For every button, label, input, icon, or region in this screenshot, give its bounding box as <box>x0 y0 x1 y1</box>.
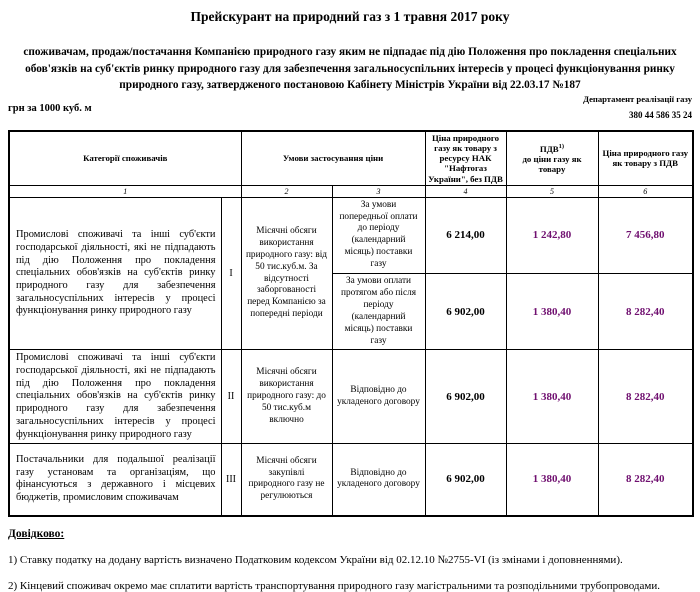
price-vat-header-cell: Ціна природного газу як товару з ПДВ <box>598 131 693 185</box>
department-phone: 380 44 586 35 24 <box>629 109 692 120</box>
price-vat-cell: 8 282,40 <box>598 444 693 516</box>
price-novat-cell: 6 902,00 <box>425 444 506 516</box>
column-number: 5 <box>506 185 598 197</box>
price-vat-cell: 8 282,40 <box>598 274 693 350</box>
payment-condition-cell: За умови попередньої оплати до періоду (календарний місяць) поставки газу <box>332 197 425 273</box>
intro-paragraph: споживачам, продаж/постачання Компанією природного газу яким не підпадає під дію Положення про покладення спеціальних обов'язків на суб'єктів ринку природного газу для забезпечення загальносуспільних інтересів у процесі функціонування ринку природного газу, затвердженого постановою Кабінету Міністрів України від 22.03.17 №187 <box>23 46 677 92</box>
column-number: 6 <box>598 185 693 197</box>
price-vat-cell: 7 456,80 <box>598 197 693 273</box>
footnote-2: 2) Кінцевий споживач окремо має сплатити вартість транспортування природного газу магістральними та розподільними трубопроводами. <box>8 579 660 592</box>
column-number: 3 <box>332 185 425 197</box>
volume-condition-cell: Місячні обсяги закупівлі природного газу не регулюються <box>241 444 332 516</box>
vat-header-label: ПДВ <box>539 143 559 154</box>
column-numbers-row <box>9 185 693 197</box>
footnotes-heading: Довідково: <box>8 527 65 540</box>
category-cell: Постачальники для подальшої реалізації газу установам та організаціям, що фінансуються з державного і місцевих бюджетів, промисловим споживачам <box>9 444 221 516</box>
table-header-row <box>9 131 693 185</box>
vat-header-sub: до ціни газу як товару <box>522 153 582 174</box>
table-row-2 <box>9 350 693 444</box>
footnotes-section <box>8 528 692 592</box>
table-row-1-sub-1 <box>9 197 693 273</box>
column-number: 1 <box>9 185 241 197</box>
category-cell: Промислові споживачі та інші суб'єкти господарської діяльності, які не підпадають під дію Положення про покладення спеціальних обов'язків на суб'єктів ринку природного газу для забезпечення загальносуспільних інтересів у процесі функціонування ринку природного газу <box>9 197 221 350</box>
unit-label: грн за 1000 куб. м <box>8 103 92 115</box>
vat-amount-cell: 1 242,80 <box>506 197 598 273</box>
payment-condition-cell: За умови оплати протягом або після періоду (календарний місяць) поставки газу <box>332 274 425 350</box>
categories-header-cell: Категорії споживачів <box>9 131 241 185</box>
roman-numeral-cell: III <box>221 444 241 516</box>
department-block <box>557 94 692 121</box>
payment-condition-cell: Відповідно до укладеного договору <box>332 350 425 444</box>
roman-numeral-cell: I <box>221 197 241 350</box>
table-row-3 <box>9 444 693 516</box>
vat-amount-cell: 1 380,40 <box>506 274 598 350</box>
page-title: Прейскурант на природний газ з 1 травня 2017 року <box>190 9 510 24</box>
column-number: 2 <box>241 185 332 197</box>
volume-condition-cell: Місячні обсяги використання природного газу: до 50 тис.куб.м включно <box>241 350 332 444</box>
column-number: 4 <box>425 185 506 197</box>
vat-footnote-ref: 1) <box>558 142 565 150</box>
conditions-header-cell: Умови застосування ціни <box>241 131 425 185</box>
vat-amount-cell: 1 380,40 <box>506 350 598 444</box>
department-name: Департамент реалізації газу <box>583 94 692 105</box>
category-cell: Промислові споживачі та інші суб'єкти господарської діяльності, які не підпадають під дію Положення про покладення спеціальних обов'язків на суб'єктів ринку природного газу для забезпечення загальносуспільних інтересів у процесі функціонування ринку природного газу <box>9 350 221 444</box>
payment-condition-cell: Відповідно до укладеного договору <box>332 444 425 516</box>
meta-row <box>8 94 692 130</box>
vat-amount-cell: 1 380,40 <box>506 444 598 516</box>
volume-condition-cell: Місячні обсяги використання природного газу: від 50 тис.куб.м. За відсутності заборгованості перед Компанією за попередні періоди <box>241 197 332 350</box>
price-vat-cell: 8 282,40 <box>598 350 693 444</box>
price-novat-header-cell: Ціна природного газу як товару з ресурсу НАК "Нафтогаз України", без ПДВ <box>425 131 506 185</box>
footnote-1: 1) Ставку податку на додану вартість визначено Податковим кодексом України від 02.12.10 №2755-VI (із змінами і доповненнями). <box>8 553 623 566</box>
roman-numeral-cell: II <box>221 350 241 444</box>
price-table <box>8 130 694 517</box>
vat-header-cell <box>506 131 598 185</box>
price-novat-cell: 6 902,00 <box>425 274 506 350</box>
price-novat-cell: 6 214,00 <box>425 197 506 273</box>
price-novat-cell: 6 902,00 <box>425 350 506 444</box>
